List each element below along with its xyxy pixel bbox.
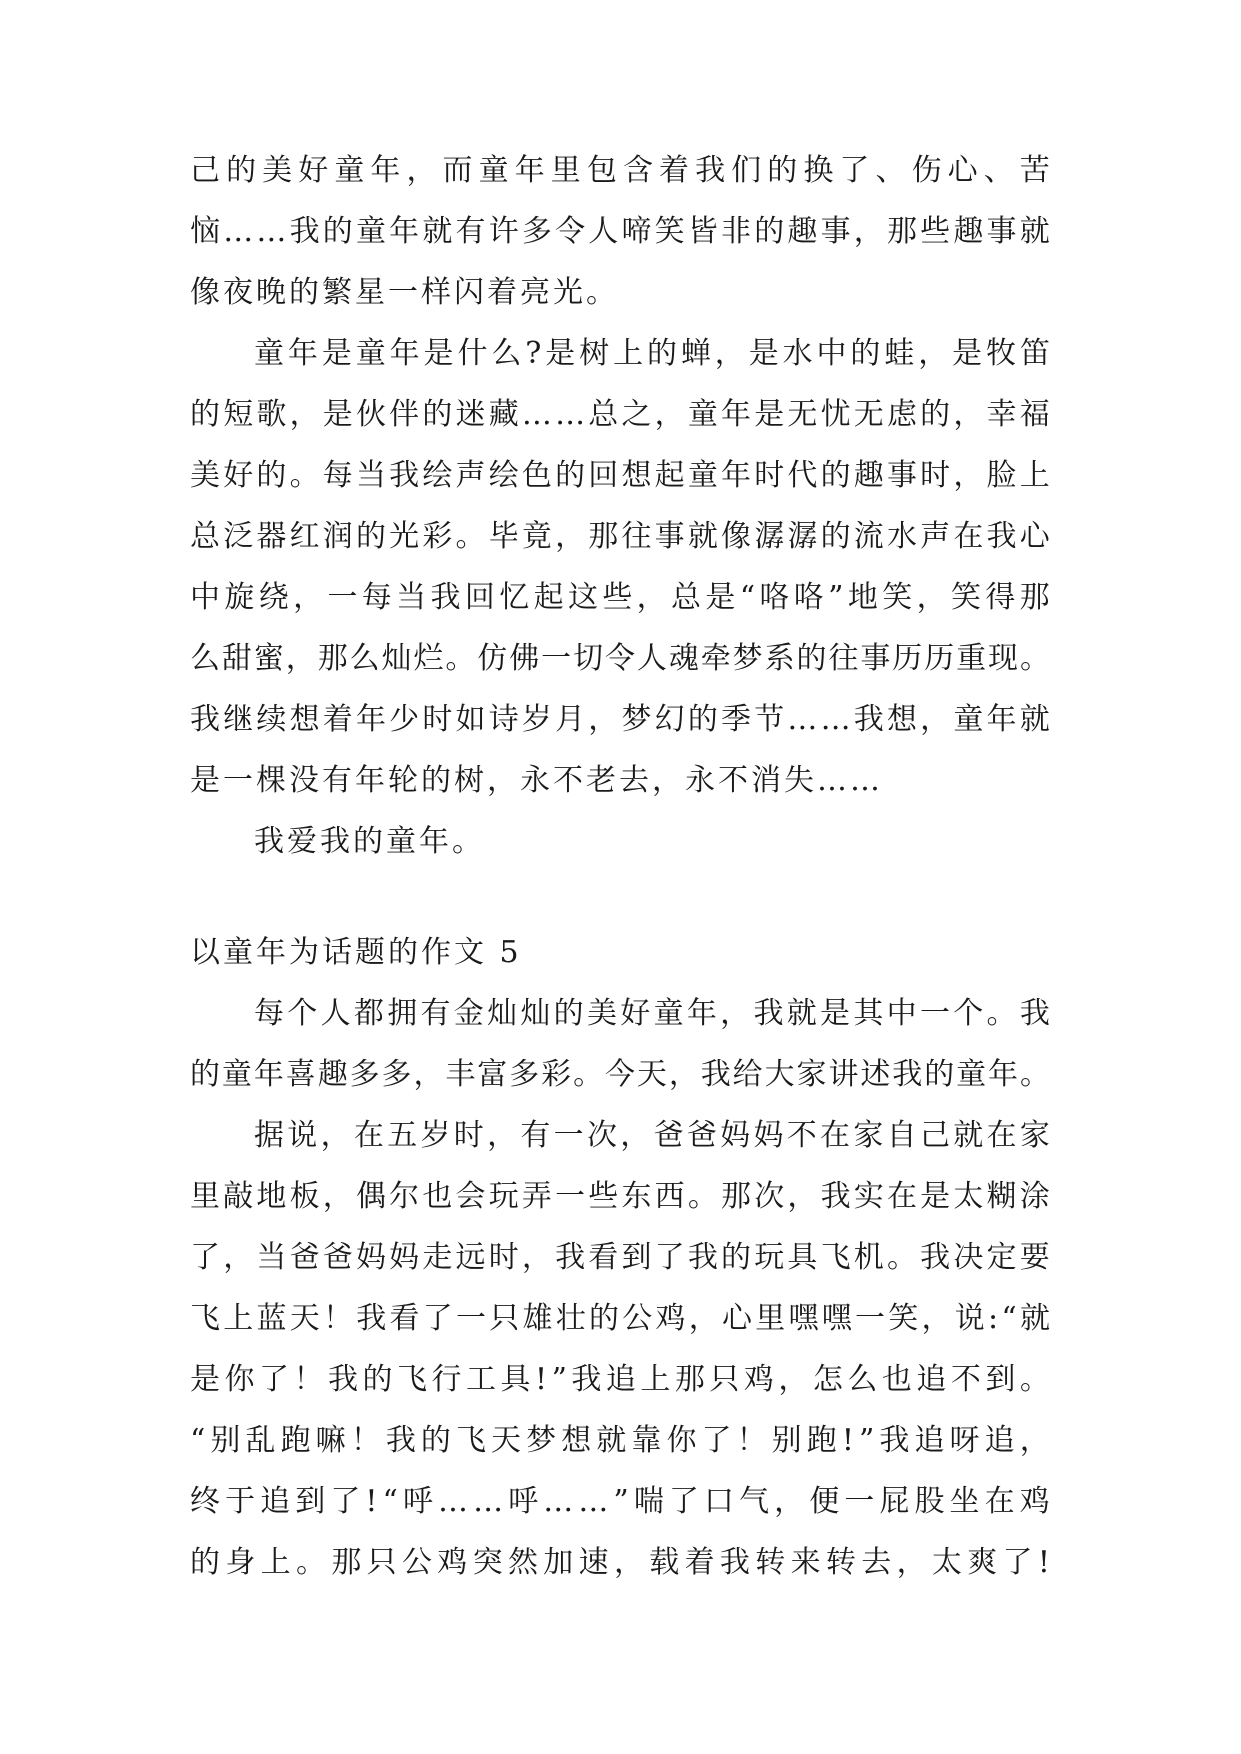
text-line: 我 继 续 想 着 年 少 时 如 诗 岁 月 ， 梦 幻 的 季 节 … … 我 想 ， 童 年 就 bbox=[190, 702, 1050, 737]
paragraph bbox=[190, 140, 1050, 323]
text-line: 是 你 了 ！ 我 的 飞 行 工 具 ! ” 我 追 上 那 只 鸡 ， 怎 么 也 追 不 到 。 bbox=[190, 1362, 1050, 1397]
paragraph bbox=[190, 983, 1050, 1105]
paragraph bbox=[190, 323, 1050, 811]
paragraph bbox=[190, 1105, 1050, 1593]
text-line: “ 别 乱 跑 嘛 ！ 我 的 飞 天 梦 想 就 靠 你 了 ！ 别 跑 ! ” 我 追 呀 追 ， bbox=[190, 1423, 1050, 1458]
text-line: 的 童 年 喜 趣 多 多 ， 丰 富 多 彩 。 今 天 ， 我 给 大 家 讲 述 我 的 童 年 。 bbox=[190, 1057, 1050, 1092]
text-line: 童 年 是 童 年 是 什 么 ? 是 树 上 的 蝉 ， 是 水 中 的 蛙 ， 是 牧 笛 bbox=[254, 336, 1050, 371]
text-line: 中 旋 绕 ， 一 每 当 我 回 忆 起 这 些 ， 总 是 “ 咯 咯 ” 地 笑 ， 笑 得 那 bbox=[190, 580, 1050, 615]
text-line: 我爱我的童年。 bbox=[254, 824, 485, 859]
text-line: 恼 … … 我 的 童 年 就 有 许 多 令 人 啼 笑 皆 非 的 趣 事 ， 那 些 趣 事 就 bbox=[190, 214, 1050, 249]
paragraph bbox=[190, 811, 1050, 872]
text-line: 像夜晚的繁星一样闪着亮光。 bbox=[190, 275, 619, 310]
text-line: 是一棵没有年轮的树，永不老去，永不消失…… bbox=[190, 763, 883, 798]
text-line: 里 敲 地 板 ， 偶 尔 也 会 玩 弄 一 些 东 西 。 那 次 ， 我 实 在 是 太 糊 涂 bbox=[190, 1179, 1050, 1214]
section-title: 以童年为话题的作文 5 bbox=[190, 935, 522, 970]
text-line: 每 个 人 都 拥 有 金 灿 灿 的 美 好 童 年 ， 我 就 是 其 中 一 个 。 我 bbox=[254, 996, 1050, 1031]
text-line: 美 好 的 。 每 当 我 绘 声 绘 色 的 回 想 起 童 年 时 代 的 趣 事 时 ， 脸 上 bbox=[190, 458, 1050, 493]
text-line: 己 的 美 好 童 年 ， 而 童 年 里 包 含 着 我 们 的 换 了 、 伤 心 、 苦 bbox=[190, 153, 1050, 188]
text-line: 终 于 追 到 了 ! “ 呼 … … 呼 … … ” 喘 了 口 气 ， 便 一 屁 股 坐 在 鸡 bbox=[190, 1484, 1050, 1519]
text-line: 飞 上 蓝 天 ！ 我 看 了 一 只 雄 壮 的 公 鸡 ， 心 里 嘿 嘿 一 笑 ， 说 : “ 就 bbox=[190, 1301, 1050, 1336]
text-line: 的 身 上 。 那 只 公 鸡 突 然 加 速 ， 载 着 我 转 来 转 去 ， 太 爽 了 ! bbox=[190, 1545, 1050, 1580]
text-line: 了 ， 当 爸 爸 妈 妈 走 远 时 ， 我 看 到 了 我 的 玩 具 飞 机 。 我 决 定 要 bbox=[190, 1240, 1050, 1275]
text-line: 据 说 ， 在 五 岁 时 ， 有 一 次 ， 爸 爸 妈 妈 不 在 家 自 己 就 在 家 bbox=[254, 1118, 1050, 1153]
document-page bbox=[190, 140, 1050, 1593]
text-line: 的 短 歌 ， 是 伙 伴 的 迷 藏 … … 总 之 ， 童 年 是 无 忧 无 虑 的 ， 幸 福 bbox=[190, 397, 1050, 432]
text-line: 总 泛 器 红 润 的 光 彩 。 毕 竟 ， 那 往 事 就 像 潺 潺 的 流 水 声 在 我 心 bbox=[190, 519, 1050, 554]
text-line: 么 甜 蜜 ， 那 么 灿 烂 。 仿 佛 一 切 令 人 魂 牵 梦 系 的 往 事 历 历 重 现 。 bbox=[190, 641, 1050, 676]
